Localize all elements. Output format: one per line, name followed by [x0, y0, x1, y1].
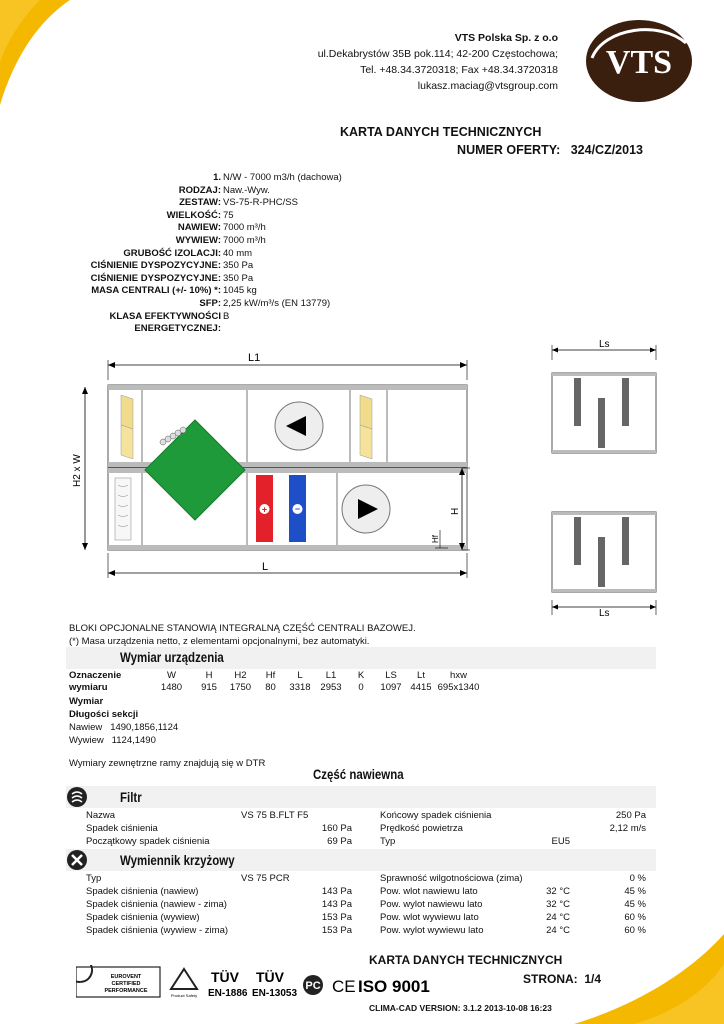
spec-key: ZESTAW: — [179, 197, 221, 209]
exchanger-right-table — [380, 872, 646, 937]
company-address: ul.Dekabrystów 35B pok.114; 42-200 Częstochowa; — [317, 48, 558, 60]
kv-row — [380, 911, 646, 924]
filter-section-bar — [66, 786, 656, 808]
spec-key: WIELKOŚĆ: — [166, 209, 221, 221]
svg-text:Product Safety: Product Safety — [170, 993, 198, 998]
svg-text:PERFORMANCE: PERFORMANCE — [104, 988, 148, 994]
section-lengths-title-2: Długości sekcji — [69, 709, 139, 720]
en13053: EN-13053 — [252, 988, 298, 999]
kv-value: 143 Pa — [321, 899, 352, 910]
filter-left-table — [86, 809, 352, 848]
section-lengths-title-1: Wymiar — [69, 696, 104, 707]
spec-row — [60, 235, 420, 248]
kv-row — [86, 872, 352, 885]
kv-row — [86, 809, 352, 822]
note-optional-blocks: BLOKI OPCJONALNE STANOWIĄ INTEGRALNĄ CZĘŚĆ CENTRALI BAZOWEJ. — [69, 623, 416, 634]
company-phone: Tel. +48.34.3720318; Fax +48.34.3720318 — [360, 64, 558, 76]
kv-label: Sprawność wilgotnościowa (zima) — [380, 873, 523, 884]
dimensions-table: Oznaczenie W H H2 Hf L L1 K LS Lt hxw wymiaru 1480 915 1750 80 3318 2953 0 1097 4415 695x1340 Wymiar Długości sekcji Nawiew 1490,1856,1124 Wywiew 1124,1490 Wymiary zewnętrzne ramy znajdują się w DTR — [69, 669, 480, 769]
kv-label: Spadek ciśnienia (nawiew) — [86, 886, 199, 897]
corner-decoration-top-left — [0, 0, 70, 105]
supply-lengths: Nawiew 1490,1856,1124 — [69, 722, 179, 733]
label-ls-top: Ls — [599, 339, 610, 350]
kv-value: 45 % — [624, 899, 646, 910]
svg-text:CERTIFIED: CERTIFIED — [111, 981, 141, 987]
spec-row — [60, 323, 420, 336]
spec-value: 350 Pa — [223, 260, 254, 272]
footer-version: CLIMA-CAD VERSION: 3.1.2 2013-10-08 16:23 — [369, 1003, 552, 1013]
kv-row — [380, 822, 646, 835]
kv-label: Pow. wlot nawiewu lato — [380, 886, 478, 897]
label-ls-bottom: Ls — [599, 608, 610, 619]
kv-row — [380, 835, 646, 848]
kv-label: Nazwa — [86, 810, 116, 821]
svg-text:+: + — [261, 504, 268, 515]
kv-mid — [530, 872, 570, 885]
spec-row — [60, 311, 420, 324]
unit-drawing — [60, 335, 720, 625]
note-mass: (*) Masa urządzenia netto, z elementami opcjonalnymi, bez automatyki. — [69, 636, 370, 647]
spec-row — [60, 285, 420, 298]
spec-key: KLASA EFEKTYWNOŚCI — [109, 310, 221, 322]
spec-row — [60, 172, 420, 185]
kv-label: Początkowy spadek ciśnienia — [86, 836, 210, 847]
logo-text: VTS — [605, 44, 673, 81]
certification-logos — [76, 965, 436, 1003]
company-info — [318, 30, 558, 94]
offer-number-line — [340, 141, 643, 159]
kv-row — [86, 835, 352, 848]
spec-value: B — [223, 310, 230, 322]
kv-row — [380, 924, 646, 937]
kv-row — [380, 885, 646, 898]
kv-row — [86, 885, 352, 898]
kv-mid: 32 °C — [546, 886, 570, 897]
kv-value: 250 Pa — [615, 810, 646, 821]
kv-row — [86, 822, 352, 835]
label-l1: L1 — [248, 352, 261, 364]
footer-title: KARTA DANYCH TECHNICZNYCH — [369, 953, 563, 967]
spec-key: GRUBOŚĆ IZOLACJI: — [123, 247, 221, 259]
spec-value: 350 Pa — [223, 272, 254, 284]
spec-row — [60, 222, 420, 235]
kv-value: 160 Pa — [321, 823, 352, 834]
footer-page: STRONA: 1/4 — [523, 972, 602, 986]
notes — [69, 622, 416, 648]
en1886: EN-1886 — [208, 988, 248, 999]
spec-key: RODZAJ: — [178, 184, 221, 196]
kv-row — [86, 898, 352, 911]
kv-row — [86, 924, 352, 937]
kv-label: Typ — [86, 873, 102, 884]
filter-icon — [66, 786, 88, 808]
eurovent-logo — [76, 965, 160, 997]
dims-label-2: wymiaru — [69, 682, 108, 694]
spec-value — [221, 323, 223, 336]
specs-list — [60, 172, 420, 336]
product-safety-logo — [171, 969, 197, 998]
kv-mid — [530, 822, 570, 835]
kv-label: Typ — [380, 836, 396, 847]
document-title-block — [340, 123, 643, 159]
kv-value: 60 % — [624, 912, 646, 923]
kv-row — [86, 911, 352, 924]
company-email: lukasz.maciag@vtsgroup.com — [417, 80, 558, 92]
dims-label-1: Oznaczenie — [69, 669, 122, 681]
spec-row — [60, 248, 420, 261]
spec-key: ENERGETYCZNEJ: — [134, 323, 221, 335]
spec-value: VS-75-R-PHC/SS — [223, 197, 298, 209]
spec-value: 7000 m³/h — [223, 234, 266, 246]
kv-value: 60 % — [624, 925, 646, 936]
spec-row — [60, 260, 420, 273]
tuv-1: TÜV — [211, 969, 239, 985]
kv-mid — [530, 809, 570, 822]
exchanger-section-title: Wymiennik krzyżowy — [120, 852, 235, 868]
spec-row — [60, 197, 420, 210]
offer-label: NUMER OFERTY: — [457, 143, 561, 157]
spec-key: 1. — [213, 172, 221, 183]
kv-mid: 24 °C — [546, 912, 570, 923]
vts-logo — [584, 18, 694, 104]
kv-label: Spadek ciśnienia (wywiew - zima) — [86, 925, 229, 936]
label-hf: Hf — [431, 535, 440, 543]
supply-part-title: Część nawiewna — [313, 766, 404, 782]
svg-text:PC: PC — [305, 980, 321, 992]
kv-value: 153 Pa — [321, 912, 352, 923]
spec-row — [60, 273, 420, 286]
kv-label: Pow. wlot wywiewu lato — [380, 912, 479, 923]
kv-value: 153 Pa — [321, 925, 352, 936]
exchanger-left-table — [86, 872, 352, 937]
cross-exchanger-icon — [66, 849, 88, 871]
filter-right-table — [380, 809, 646, 848]
exhaust-lengths: Wywiew 1124,1490 — [69, 735, 156, 746]
spec-value: 1045 kg — [223, 285, 257, 297]
kv-value: VS 75 B.FLT F5 — [241, 810, 309, 821]
spec-row — [60, 210, 420, 223]
spec-value: 7000 m³/h — [223, 222, 266, 234]
kv-value: 69 Pa — [327, 836, 352, 847]
kv-value: 143 Pa — [321, 886, 352, 897]
iso-9001: ISO 9001 — [358, 977, 430, 996]
spec-value: 2,25 kW/m³/s (EN 13779) — [223, 297, 331, 309]
document-title: KARTA DANYCH TECHNICZNYCH — [340, 125, 542, 139]
tuv-2: TÜV — [256, 969, 284, 985]
kv-value: 2,12 m/s — [609, 823, 646, 834]
kv-label: Prędkość powietrza — [380, 823, 463, 834]
offer-number: 324/CZ/2013 — [570, 143, 643, 157]
kv-label: Spadek ciśnienia (nawiew - zima) — [86, 899, 227, 910]
spec-value: 40 mm — [223, 247, 253, 259]
kv-label: Pow. wylot nawiewu lato — [380, 899, 483, 910]
ce-mark: CE — [332, 977, 356, 996]
kv-value: VS 75 PCR — [241, 873, 290, 884]
spec-row — [60, 298, 420, 311]
filter-section-title: Filtr — [120, 789, 142, 805]
svg-text:EUROVENT: EUROVENT — [110, 974, 142, 980]
kv-mid: 32 °C — [546, 899, 570, 910]
spec-value: 75 — [223, 209, 234, 221]
label-h2xw: H2 x W — [72, 454, 83, 487]
spec-key: MASA CENTRALI (+/- 10%) *: — [91, 285, 221, 297]
spec-key: WYWIEW: — [175, 234, 221, 246]
kv-mid: 24 °C — [546, 925, 570, 936]
dimensions-note: Wymiary zewnętrzne ramy znajdują się w DTR — [69, 758, 266, 769]
kv-label: Końcowy spadek ciśnienia — [380, 810, 492, 821]
label-h: H — [450, 507, 461, 515]
spec-value: Naw.-Wyw. — [223, 184, 270, 196]
company-name: VTS Polska Sp. z o.o — [454, 32, 558, 44]
kv-label: Pow. wylot wywiewu lato — [380, 925, 484, 936]
dimensions-section-title: Wymiar urządzenia — [120, 649, 224, 665]
spec-row — [60, 185, 420, 198]
svg-text:−: − — [294, 504, 301, 514]
pc-mark — [303, 975, 323, 995]
kv-label: Spadek ciśnienia (wywiew) — [86, 912, 200, 923]
spec-key: SFP: — [199, 297, 221, 309]
spec-key: NAWIEW: — [177, 222, 221, 234]
kv-row — [380, 809, 646, 822]
kv-mid: EU5 — [551, 836, 570, 847]
kv-value — [570, 835, 646, 848]
kv-label: Spadek ciśnienia — [86, 823, 158, 834]
kv-row — [380, 872, 646, 885]
spec-key: CIŚNIENIE DYSPOZYCYJNE: — [90, 260, 221, 272]
kv-value: 45 % — [624, 886, 646, 897]
spec-key: CIŚNIENIE DYSPOZYCYJNE: — [90, 272, 221, 284]
kv-value: 0 % — [629, 873, 646, 884]
kv-row — [380, 898, 646, 911]
label-l: L — [262, 561, 269, 573]
spec-value: N/W - 7000 m3/h (dachowa) — [223, 172, 342, 183]
